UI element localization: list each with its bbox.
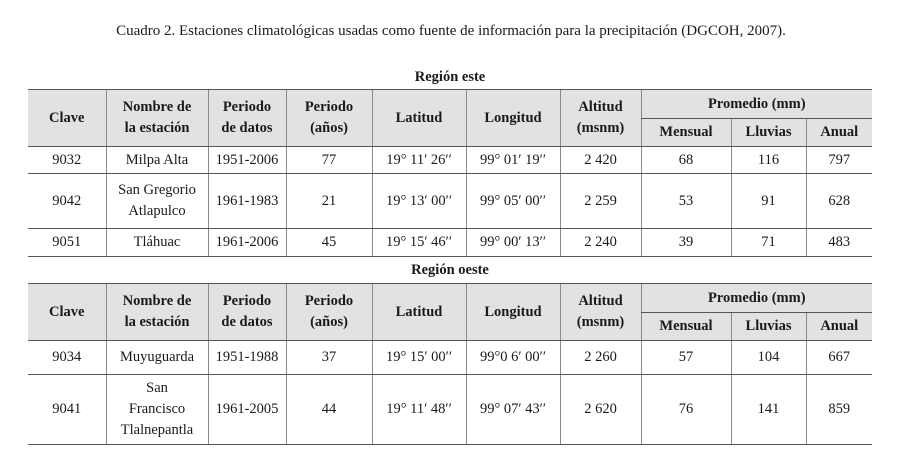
stations-table-west: [28, 283, 872, 445]
cell-latitud: 19° 15′ 00′′: [372, 341, 466, 375]
cell-anos: 37: [286, 341, 372, 375]
cell-anual: 797: [806, 147, 872, 174]
header-latitud: Latitud: [372, 90, 466, 147]
cell-mensual: 57: [641, 341, 731, 375]
cell-longitud: 99° 01′ 19′′: [466, 147, 560, 174]
cell-clave: 9032: [28, 147, 106, 174]
cell-anos: 21: [286, 174, 372, 229]
cell-anual: 483: [806, 229, 872, 257]
header-promedio: Promedio (mm): [641, 90, 872, 119]
header-promedio: Promedio (mm): [641, 284, 872, 313]
cell-anos: 44: [286, 375, 372, 445]
header-anual: Anual: [806, 119, 872, 147]
cell-nombre: Muyuguarda: [106, 341, 208, 375]
cell-lluvias: 116: [731, 147, 806, 174]
cell-anual: 628: [806, 174, 872, 229]
cell-altitud: 2 620: [560, 375, 641, 445]
header-clave: Clave: [28, 284, 106, 341]
cell-anual: 667: [806, 341, 872, 375]
cell-longitud: 99° 07′ 43′′: [466, 375, 560, 445]
cell-nombre: Milpa Alta: [106, 147, 208, 174]
cell-lluvias: 104: [731, 341, 806, 375]
cell-mensual: 76: [641, 375, 731, 445]
cell-periodo: 1961-1983: [208, 174, 286, 229]
cell-latitud: 19° 15′ 46′′: [372, 229, 466, 257]
cell-longitud: 99° 05′ 00′′: [466, 174, 560, 229]
header-periodo-datos: Periodo de datos: [208, 284, 286, 341]
cell-altitud: 2 420: [560, 147, 641, 174]
header-mensual: Mensual: [641, 313, 731, 341]
header-latitud: Latitud: [372, 284, 466, 341]
cell-lluvias: 71: [731, 229, 806, 257]
header-periodo-anos: Periodo (años): [286, 284, 372, 341]
cell-mensual: 53: [641, 174, 731, 229]
cell-latitud: 19° 13′ 00′′: [372, 174, 466, 229]
header-periodo-anos: Periodo (años): [286, 90, 372, 147]
table-row: [28, 174, 872, 229]
cell-altitud: 2 260: [560, 341, 641, 375]
cell-clave: 9051: [28, 229, 106, 257]
cell-nombre: San Francisco Tlalnepantla: [106, 375, 208, 445]
cell-mensual: 68: [641, 147, 731, 174]
cell-longitud: 99°0 6′ 00′′: [466, 341, 560, 375]
header-nombre: Nombre de la estación: [106, 90, 208, 147]
table-row: [28, 229, 872, 257]
header-lluvias: Lluvias: [731, 313, 806, 341]
cell-clave: 9041: [28, 375, 106, 445]
cell-nombre: Tláhuac: [106, 229, 208, 257]
cell-anos: 77: [286, 147, 372, 174]
header-longitud: Longitud: [466, 90, 560, 147]
cell-lluvias: 141: [731, 375, 806, 445]
header-mensual: Mensual: [641, 119, 731, 147]
table-row: [28, 341, 872, 375]
table-caption: Cuadro 2. Estaciones climatológicas usadas como fuente de información para la precipitación (DGCOH, 2007).: [116, 23, 786, 39]
cell-periodo: 1951-2006: [208, 147, 286, 174]
cell-latitud: 19° 11′ 26′′: [372, 147, 466, 174]
header-periodo-datos: Periodo de datos: [208, 90, 286, 147]
cell-periodo: 1961-2006: [208, 229, 286, 257]
header-altitud: Altitud (msnm): [560, 284, 641, 341]
cell-nombre: San Gregorio Atlapulco: [106, 174, 208, 229]
header-lluvias: Lluvias: [731, 119, 806, 147]
cell-anos: 45: [286, 229, 372, 257]
cell-altitud: 2 240: [560, 229, 641, 257]
region-title-east: Región este: [414, 69, 486, 85]
header-clave: Clave: [28, 90, 106, 147]
cell-periodo: 1951-1988: [208, 341, 286, 375]
cell-mensual: 39: [641, 229, 731, 257]
cell-periodo: 1961-2005: [208, 375, 286, 445]
header-altitud: Altitud (msnm): [560, 90, 641, 147]
header-anual: Anual: [806, 313, 872, 341]
region-title-west: Región oeste: [411, 262, 489, 278]
table-row: [28, 375, 872, 445]
cell-latitud: 19° 11′ 48′′: [372, 375, 466, 445]
table-row: [28, 147, 872, 174]
stations-table-east: [28, 89, 872, 257]
cell-altitud: 2 259: [560, 174, 641, 229]
header-longitud: Longitud: [466, 284, 560, 341]
cell-lluvias: 91: [731, 174, 806, 229]
cell-clave: 9034: [28, 341, 106, 375]
header-nombre: Nombre de la estación: [106, 284, 208, 341]
cell-longitud: 99° 00′ 13′′: [466, 229, 560, 257]
cell-clave: 9042: [28, 174, 106, 229]
cell-anual: 859: [806, 375, 872, 445]
